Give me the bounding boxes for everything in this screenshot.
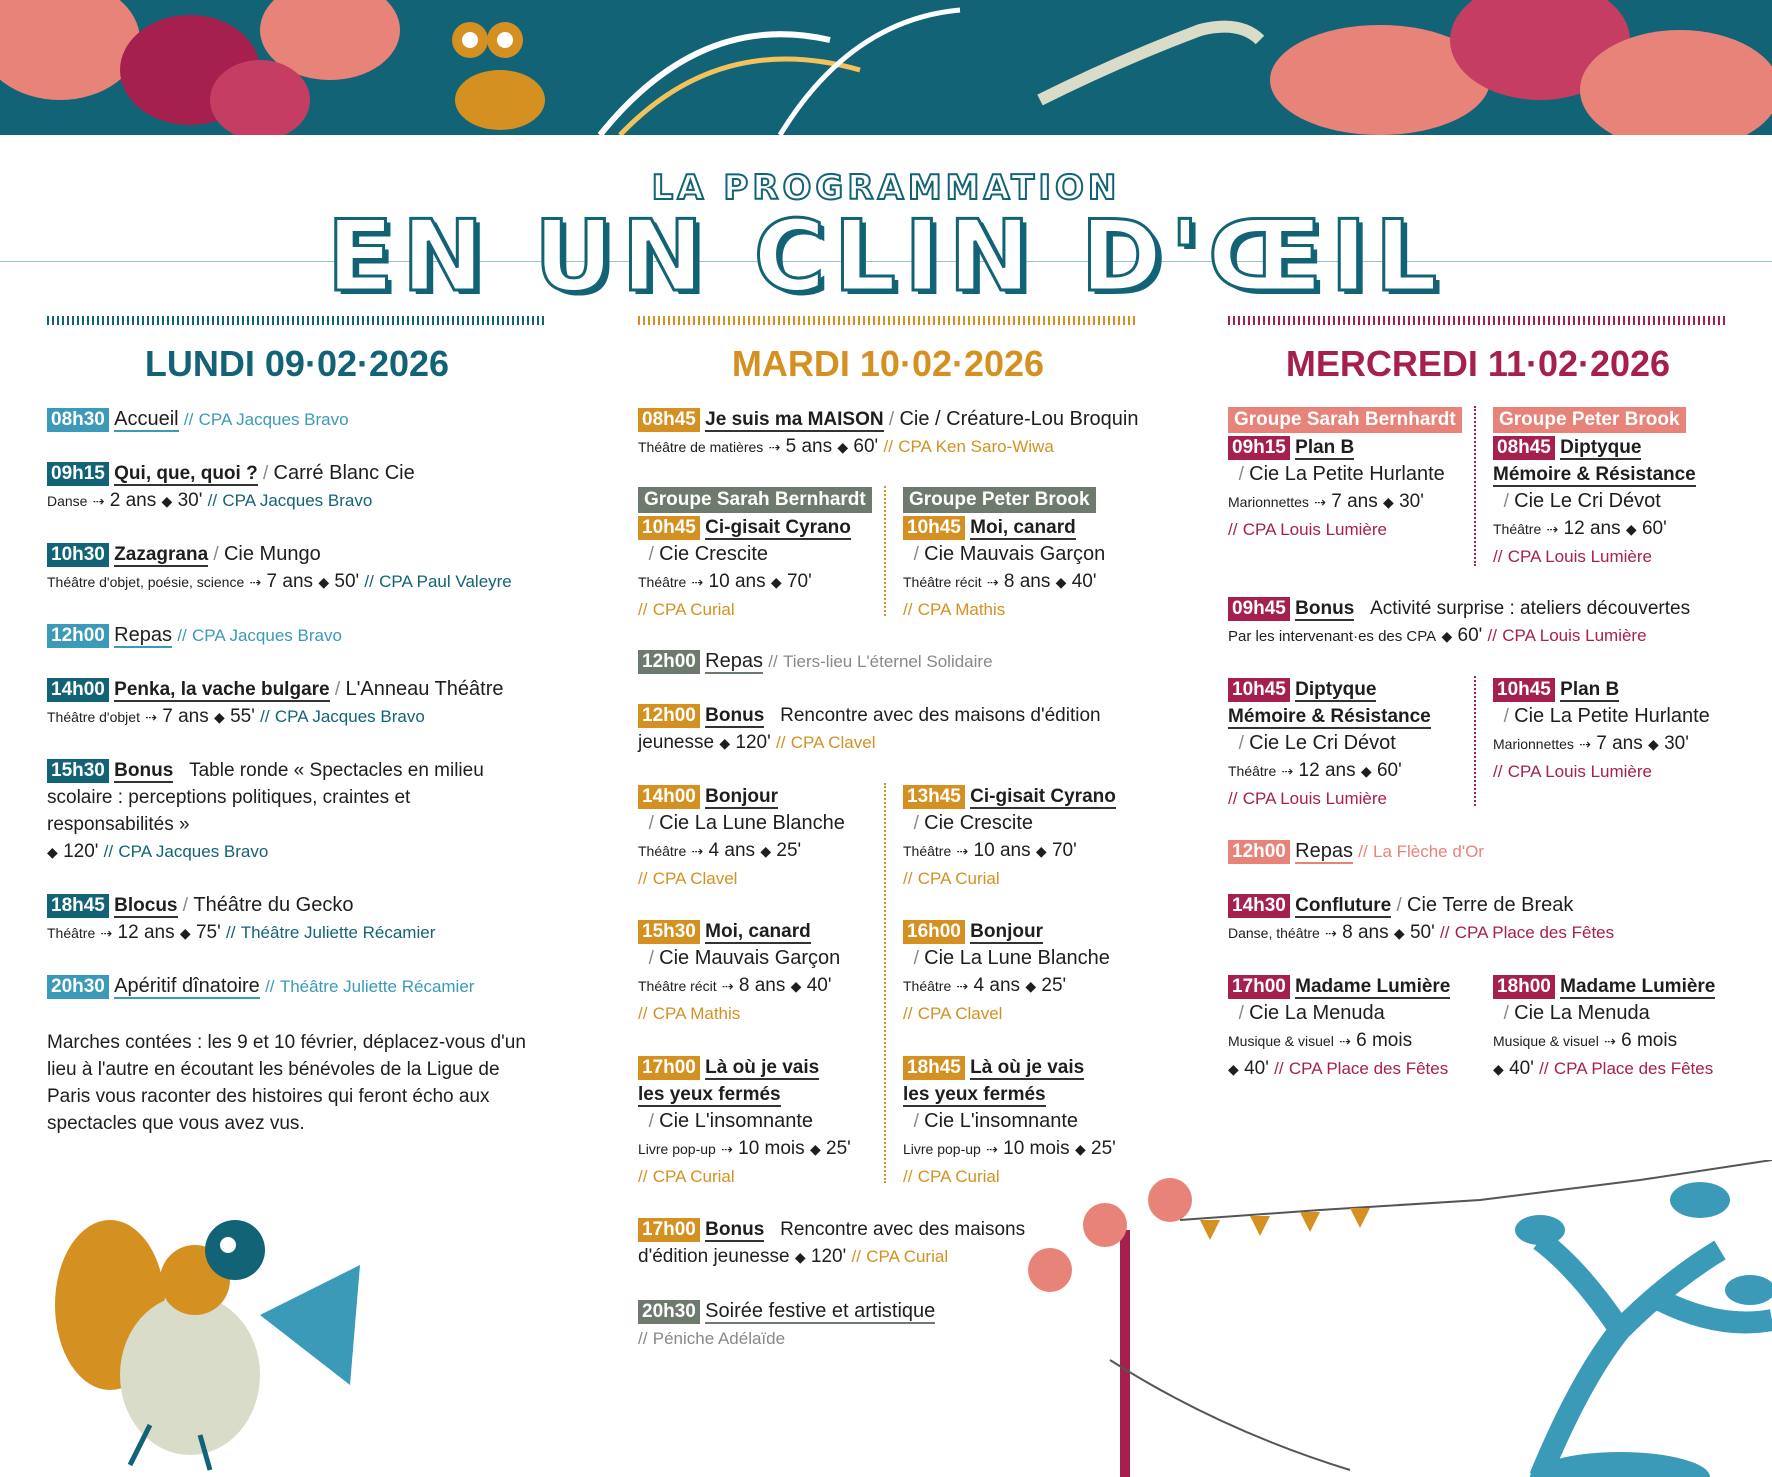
event-age: 7 ans — [162, 706, 209, 727]
event-name: Plan B — [1560, 679, 1620, 700]
event-description: Rencontre avec des maisons d'édition — [780, 705, 1101, 726]
group-label-peter-brook: Groupe Peter Brook — [1493, 406, 1686, 433]
event-duration: 60' — [1457, 625, 1483, 646]
column-mardi — [638, 316, 1138, 420]
event-age: 7 ans — [1596, 733, 1643, 754]
event-duration: 120' — [63, 841, 99, 862]
event-genre: Théâtre — [903, 978, 952, 994]
event-genre: Musique & visuel — [1493, 1033, 1599, 1049]
event-location: CPA Curial — [917, 869, 1000, 888]
event-age: 10 mois — [738, 1138, 805, 1159]
event-age: 10 mois — [1003, 1138, 1070, 1159]
event-location: CPA Mathis — [917, 600, 1006, 619]
event-lundi-1845: 18h45 Blocus / Théâtre du Gecko Théâtre ⇢ 12 ans ◆ 75' // Théâtre Juliette Récamier — [47, 894, 436, 943]
time-badge: 10h45 — [903, 516, 965, 540]
event-name: Qui, que, quoi ? — [114, 463, 258, 484]
event-lundi-1530: 15h30 Bonus Table ronde « Spectacles en milieu scolaire : perceptions politiques, craintes et responsabilités » ◆ 120' // CPA Jacques Bravo — [47, 760, 484, 862]
event-company: Carré Blanc Cie — [273, 462, 415, 484]
event-description: responsabilités » — [47, 814, 190, 835]
event-name: Bonjour — [970, 921, 1043, 942]
event-name: Confluture — [1295, 895, 1392, 916]
event-name: Bonus — [705, 705, 765, 726]
event-mardi-1200-bonus: 12h00 Bonus Rencontre avec des maisons d'édition jeunesse ◆ 120' // CPA Clavel — [638, 705, 1101, 753]
event-company: Théâtre du Gecko — [193, 894, 354, 916]
time-badge: 12h00 — [47, 624, 109, 648]
event-genre: Théâtre — [1228, 763, 1277, 779]
time-badge: 15h30 — [638, 920, 700, 944]
event-genre: Danse — [47, 493, 88, 509]
time-badge: 17h00 — [638, 1056, 700, 1080]
event-mercredi-1200-repas: 12h00 Repas // La Flèche d'Or — [1228, 838, 1484, 865]
event-duration: 25' — [826, 1138, 851, 1159]
group-label-sarah-bernhardt: Groupe Sarah Bernhardt — [638, 486, 872, 513]
event-genre: Danse, théâtre — [1228, 925, 1320, 941]
event-description: scolaire : perceptions politiques, craintes et — [47, 787, 411, 808]
event-location: CPA Ken Saro-Wiwa — [898, 437, 1054, 456]
event-location: CPA Place des Fêtes — [1288, 1059, 1449, 1078]
column-divider — [884, 486, 886, 616]
event-name: les yeux fermés — [903, 1084, 1046, 1105]
event-organizer: Par les intervenant·es des CPA — [1228, 628, 1437, 645]
event-name: Repas — [1295, 840, 1353, 862]
event-age: 8 ans — [738, 975, 786, 996]
column-divider — [1474, 676, 1476, 806]
event-name: Soirée festive et artistique — [705, 1300, 936, 1322]
event-mercredi-0945-bonus: 09h45 Bonus Activité surprise : ateliers découvertes Par les intervenant·es des CPA ◆ 60' // CPA Louis Lumière — [1228, 598, 1691, 646]
event-mercredi-a3: 17h00 Madame Lumière / Cie La Menuda Musique & visuel ⇢ 6 mois ◆ 40' // CPA Place des Fêtes — [1228, 976, 1451, 1079]
event-location: CPA Paul Valeyre — [379, 572, 512, 591]
event-mercredi-a1: 09h15 Plan B / Cie La Petite Hurlante Marionnettes ⇢ 7 ans ◆ 30' // CPA Louis Lumière — [1228, 437, 1445, 539]
event-name: Diptyque — [1295, 679, 1377, 700]
event-mardi-b2: 13h45 Ci-gisait Cyrano / Cie Crescite Théâtre ⇢ 10 ans ◆ 70' // CPA Curial — [903, 786, 1116, 888]
event-name: Apéritif dînatoire — [114, 975, 260, 997]
event-duration: 25' — [776, 840, 802, 861]
event-genre: Théâtre — [638, 843, 687, 859]
event-company: Cie / Créature-Lou Broquin — [899, 408, 1139, 430]
time-badge: 09h15 — [47, 462, 109, 486]
time-badge: 14h00 — [47, 678, 109, 702]
time-badge: 12h00 — [638, 650, 700, 674]
event-location: CPA Place des Fêtes — [1553, 1059, 1714, 1078]
event-lundi-0915: 09h15 Qui, que, quoi ? / Carré Blanc Cie Danse ⇢ 2 ans ◆ 30' // CPA Jacques Bravo — [47, 462, 415, 511]
time-badge: 18h45 — [47, 894, 109, 918]
event-duration: 50' — [334, 571, 360, 592]
event-company: Cie La Menuda — [1249, 1002, 1385, 1024]
time-badge: 14h00 — [638, 785, 700, 809]
event-name: Là où je vais — [970, 1057, 1085, 1078]
time-badge: 18h00 — [1493, 975, 1555, 999]
event-location: CPA Clavel — [652, 869, 738, 888]
event-duration: 60' — [1641, 518, 1667, 539]
event-name: Repas — [705, 650, 763, 672]
event-name: Moi, canard — [705, 921, 811, 942]
event-name: Bonus — [1295, 598, 1355, 619]
event-name: Mémoire & Résistance — [1228, 706, 1431, 727]
column-divider — [884, 783, 886, 1183]
time-badge: 16h00 — [903, 920, 965, 944]
event-mercredi-a2: 10h45 Diptyque Mémoire & Résistance / Cie Le Cri Dévot Théâtre ⇢ 12 ans ◆ 60' // CPA Louis Lumière — [1228, 679, 1431, 808]
event-description: Table ronde « Spectacles en milieu — [189, 760, 484, 781]
day-title-mardi: MARDI 10·02·2026 — [731, 343, 1045, 384]
event-location: CPA Clavel — [917, 1004, 1003, 1023]
event-lundi-0830: 08h30 Accueil // CPA Jacques Bravo — [47, 406, 349, 433]
event-location: Théâtre Juliette Récamier — [279, 977, 475, 996]
event-location: CPA Jacques Bravo — [274, 707, 425, 726]
event-mercredi-b3: 18h00 Madame Lumière / Cie La Menuda Musique & visuel ⇢ 6 mois ◆ 40' // CPA Place des Fêtes — [1493, 976, 1716, 1079]
event-name: Bonjour — [705, 786, 778, 807]
event-age: 2 ans — [109, 490, 157, 511]
event-lundi-1400: 14h00 Penka, la vache bulgare / L'Anneau Théâtre Théâtre d'objet ⇢ 7 ans ◆ 55' // CPA Jacques Bravo — [47, 678, 504, 727]
event-duration: 25' — [1041, 975, 1067, 996]
event-genre: Marionnettes — [1493, 736, 1574, 752]
dotted-rule — [47, 316, 547, 325]
event-name: les yeux fermés — [638, 1084, 781, 1105]
event-name: Diptyque — [1560, 437, 1642, 458]
marches-contees-note: Marches contées : les 9 et 10 février, déplacez-vous d'un lieu à l'autre en écoutant les bénévoles de la Ligue de Paris vous raconter des histoires qui feront écho aux spectacles que vous avez vus. — [47, 1032, 526, 1134]
event-location: CPA Louis Lumière — [1502, 626, 1647, 645]
day-title-mercredi: MERCREDI 11·02·2026 — [1285, 343, 1671, 384]
event-company: Cie Le Cri Dévot — [1249, 732, 1396, 754]
event-genre: Livre pop-up — [638, 1141, 716, 1157]
event-name: Accueil — [114, 408, 179, 430]
event-description: d'édition jeunesse — [638, 1246, 790, 1267]
event-company: Cie La Lune Blanche — [924, 947, 1110, 969]
event-genre: Théâtre de matières — [638, 439, 764, 455]
event-genre: Livre pop-up — [903, 1141, 981, 1157]
event-duration: 40' — [1244, 1058, 1269, 1079]
event-age: 6 mois — [1356, 1030, 1413, 1051]
event-name: Penka, la vache bulgare — [114, 679, 330, 700]
time-badge: 10h45 — [1493, 678, 1555, 702]
event-name: Bonus — [114, 760, 174, 781]
time-badge: 12h00 — [1228, 840, 1290, 864]
event-name: Madame Lumière — [1295, 976, 1451, 997]
event-duration: 40' — [806, 975, 832, 996]
event-location: CPA Louis Lumière — [1507, 762, 1652, 781]
event-location: CPA Clavel — [790, 733, 876, 752]
event-duration: 75' — [195, 922, 221, 943]
day-title-lundi: LUNDI 09·02·2026 — [144, 343, 450, 384]
event-company: Cie L'insomnante — [924, 1110, 1079, 1132]
event-description: jeunesse — [638, 732, 715, 753]
event-location: CPA Place des Fêtes — [1454, 923, 1615, 942]
column-mercredi — [1228, 316, 1728, 420]
event-name: Madame Lumière — [1560, 976, 1716, 997]
column-lundi — [47, 316, 547, 420]
event-company: Cie La Petite Hurlante — [1514, 705, 1710, 727]
event-location: La Flèche d'Or — [1372, 842, 1484, 861]
event-age: 4 ans — [973, 975, 1021, 996]
event-name: Repas — [114, 624, 172, 646]
time-badge: 09h15 — [1228, 436, 1290, 460]
time-badge: 10h30 — [47, 543, 109, 567]
event-mardi-a4: 17h00 Là où je vais les yeux fermés / Cie L'insomnante Livre pop-up ⇢ 10 mois ◆ 25' // CPA Curial — [638, 1057, 851, 1186]
event-lundi-2030: 20h30 Apéritif dînatoire // Théâtre Juliette Récamier — [47, 973, 474, 1000]
event-genre: Théâtre — [47, 925, 96, 941]
time-badge: 08h30 — [47, 408, 109, 432]
time-badge: 17h00 — [638, 1218, 700, 1242]
event-company: Cie Mauvais Garçon — [659, 947, 841, 969]
event-location: CPA Jacques Bravo — [198, 410, 349, 429]
event-location: CPA Curial — [866, 1247, 949, 1266]
event-duration: 40' — [1509, 1058, 1534, 1079]
event-location: CPA Curial — [917, 1167, 1000, 1186]
event-genre: Théâtre récit — [638, 978, 717, 994]
event-genre: Théâtre — [903, 843, 952, 859]
event-duration: 30' — [1664, 733, 1689, 754]
column-divider — [1474, 406, 1476, 566]
group-label-peter-brook: Groupe Peter Brook — [903, 486, 1096, 513]
event-location: CPA Mathis — [652, 1004, 741, 1023]
page-title: EN UN CLIN D'ŒIL — [326, 200, 1446, 314]
page-subtitle: LA PROGRAMMATION — [651, 168, 1121, 208]
event-age: 5 ans — [785, 436, 833, 457]
event-name: Zazagrana — [114, 544, 209, 565]
time-badge: 20h30 — [47, 975, 109, 999]
time-badge: 12h00 — [638, 704, 700, 728]
event-mardi-2030: 20h30 Soirée festive et artistique // Péniche Adélaïde — [638, 1300, 936, 1348]
jungle-leaves-illustration — [0, 0, 1772, 135]
time-badge: 18h45 — [903, 1056, 965, 1080]
event-company: Cie Le Cri Dévot — [1514, 490, 1661, 512]
event-mardi-1700-bonus: 17h00 Bonus Rencontre avec des maisons d'édition jeunesse ◆ 120' // CPA Curial — [638, 1219, 1026, 1267]
event-genre: Musique & visuel — [1228, 1033, 1334, 1049]
event-name: Ci-gisait Cyrano — [970, 786, 1116, 807]
event-description: Rencontre avec des maisons — [780, 1219, 1026, 1240]
time-badge: 15h30 — [47, 759, 109, 783]
event-duration: 55' — [230, 706, 255, 727]
event-duration: 30' — [177, 490, 203, 511]
event-company: Cie Crescite — [659, 543, 769, 565]
event-age: 6 mois — [1621, 1030, 1678, 1051]
event-duration: 60' — [1376, 760, 1402, 781]
event-name: Mémoire & Résistance — [1493, 464, 1696, 485]
event-location: CPA Louis Lumière — [1242, 520, 1387, 539]
event-location: CPA Jacques Bravo — [191, 626, 342, 645]
event-age: 8 ans — [1003, 571, 1051, 592]
event-mardi-b3: 16h00 Bonjour / Cie La Lune Blanche Théâtre ⇢ 4 ans ◆ 25' // CPA Clavel — [903, 921, 1110, 1023]
event-mardi-b1: 10h45 Moi, canard / Cie Mauvais Garçon Théâtre récit ⇢ 8 ans ◆ 40' // CPA Mathis — [903, 517, 1106, 619]
event-genre: Théâtre — [638, 574, 687, 590]
event-company: Cie Mungo — [223, 543, 321, 565]
event-mercredi-1430: 14h30 Confluture / Cie Terre de Break Danse, théâtre ⇢ 8 ans ◆ 50' // CPA Place des Fêtes — [1228, 894, 1615, 943]
event-lundi-1030: 10h30 Zazagrana / Cie Mungo Théâtre d'objet, poésie, science ⇢ 7 ans ◆ 50' // CPA Paul Valeyre — [47, 543, 512, 592]
time-badge: 10h45 — [638, 516, 700, 540]
event-genre: Marionnettes — [1228, 494, 1309, 510]
time-badge: 17h00 — [1228, 975, 1290, 999]
event-company: Cie Crescite — [924, 812, 1034, 834]
event-age: 4 ans — [708, 840, 756, 861]
event-mardi-b4: 18h45 Là où je vais les yeux fermés / Cie L'insomnante Livre pop-up ⇢ 10 mois ◆ 25' // CPA Curial — [903, 1057, 1116, 1186]
time-badge: 10h45 — [1228, 678, 1290, 702]
dotted-rule — [1228, 316, 1728, 325]
event-location: Tiers-lieu L'éternel Solidaire — [782, 652, 993, 671]
event-description: Activité surprise : ateliers découvertes — [1370, 598, 1691, 619]
event-duration: 25' — [1091, 1138, 1116, 1159]
event-name: Plan B — [1295, 437, 1355, 458]
dotted-rule — [638, 316, 1138, 325]
event-location: CPA Curial — [652, 600, 735, 619]
event-name: Moi, canard — [970, 517, 1076, 538]
event-company: Cie La Menuda — [1514, 1002, 1650, 1024]
event-location: Théâtre Juliette Récamier — [240, 923, 436, 942]
event-mercredi-b1: 08h45 Diptyque Mémoire & Résistance / Cie Le Cri Dévot Théâtre ⇢ 12 ans ◆ 60' // CPA Louis Lumière — [1493, 437, 1696, 566]
event-genre: Théâtre d'objet, poésie, science — [47, 574, 245, 590]
event-mardi-a3: 15h30 Moi, canard / Cie Mauvais Garçon Théâtre récit ⇢ 8 ans ◆ 40' // CPA Mathis — [638, 921, 841, 1023]
event-duration: 40' — [1071, 571, 1097, 592]
lanterns-and-tree-illustration — [1020, 1160, 1772, 1477]
event-duration: 70' — [1051, 840, 1077, 861]
event-mardi-0845: 08h45 Je suis ma MAISON / Cie / Créature-Lou Broquin Théâtre de matières ⇢ 5 ans ◆ 60' // CPA Ken Saro-Wiwa — [638, 408, 1139, 457]
event-name: Ci-gisait Cyrano — [705, 517, 851, 538]
event-age: 10 ans — [708, 571, 766, 592]
event-genre: Théâtre d'objet — [47, 709, 140, 725]
event-location: CPA Louis Lumière — [1507, 547, 1652, 566]
event-age: 12 ans — [117, 922, 175, 943]
event-company: Cie Terre de Break — [1407, 894, 1574, 916]
event-name: Blocus — [114, 895, 178, 916]
time-badge: 20h30 — [638, 1300, 700, 1324]
event-company: Cie La Petite Hurlante — [1249, 463, 1445, 485]
event-genre: Théâtre récit — [903, 574, 982, 590]
event-age: 10 ans — [973, 840, 1031, 861]
event-age: 8 ans — [1342, 922, 1389, 943]
event-company: L'Anneau Théâtre — [345, 678, 504, 700]
event-duration: 60' — [853, 436, 879, 457]
event-company: Cie L'insomnante — [659, 1110, 814, 1132]
event-genre: Théâtre — [1493, 521, 1542, 537]
event-location: CPA Louis Lumière — [1242, 789, 1387, 808]
time-badge: 08h45 — [638, 408, 700, 432]
event-age: 12 ans — [1298, 760, 1356, 781]
event-duration: 120' — [735, 732, 771, 753]
event-duration: 120' — [810, 1246, 847, 1267]
event-mardi-1200-repas: 12h00 Repas // Tiers-lieu L'éternel Solidaire — [638, 648, 993, 675]
event-age: 7 ans — [1331, 491, 1378, 512]
event-duration: 50' — [1409, 922, 1435, 943]
event-duration: 70' — [786, 571, 812, 592]
event-name: Là où je vais — [705, 1057, 820, 1078]
event-duration: 30' — [1399, 491, 1424, 512]
event-mardi-a1: 10h45 Ci-gisait Cyrano / Cie Crescite Théâtre ⇢ 10 ans ◆ 70' // CPA Curial — [638, 517, 851, 619]
time-badge: 08h45 — [1493, 436, 1555, 460]
event-location: CPA Jacques Bravo — [222, 491, 373, 510]
group-label-sarah-bernhardt: Groupe Sarah Bernhardt — [1228, 406, 1462, 433]
event-lundi-1200: 12h00 Repas // CPA Jacques Bravo — [47, 622, 342, 649]
event-location: CPA Jacques Bravo — [118, 842, 269, 861]
event-mercredi-b2: 10h45 Plan B / Cie La Petite Hurlante Marionnettes ⇢ 7 ans ◆ 30' // CPA Louis Lumière — [1493, 679, 1710, 781]
event-company: Cie Mauvais Garçon — [924, 543, 1106, 565]
event-age: 12 ans — [1563, 518, 1621, 539]
time-badge: 13h45 — [903, 785, 965, 809]
event-location: CPA Curial — [652, 1167, 735, 1186]
time-badge: 14h30 — [1228, 894, 1290, 918]
event-company: Cie La Lune Blanche — [659, 812, 845, 834]
event-name: Je suis ma MAISON — [705, 409, 884, 430]
squirrel-bird-illustration — [30, 1185, 390, 1475]
event-name: Bonus — [705, 1219, 765, 1240]
event-age: 7 ans — [266, 571, 314, 592]
top-banner — [0, 0, 1772, 135]
event-mardi-a2: 14h00 Bonjour / Cie La Lune Blanche Théâtre ⇢ 4 ans ◆ 25' // CPA Clavel — [638, 786, 845, 888]
time-badge: 09h45 — [1228, 597, 1290, 621]
event-location: Péniche Adélaïde — [652, 1329, 786, 1348]
